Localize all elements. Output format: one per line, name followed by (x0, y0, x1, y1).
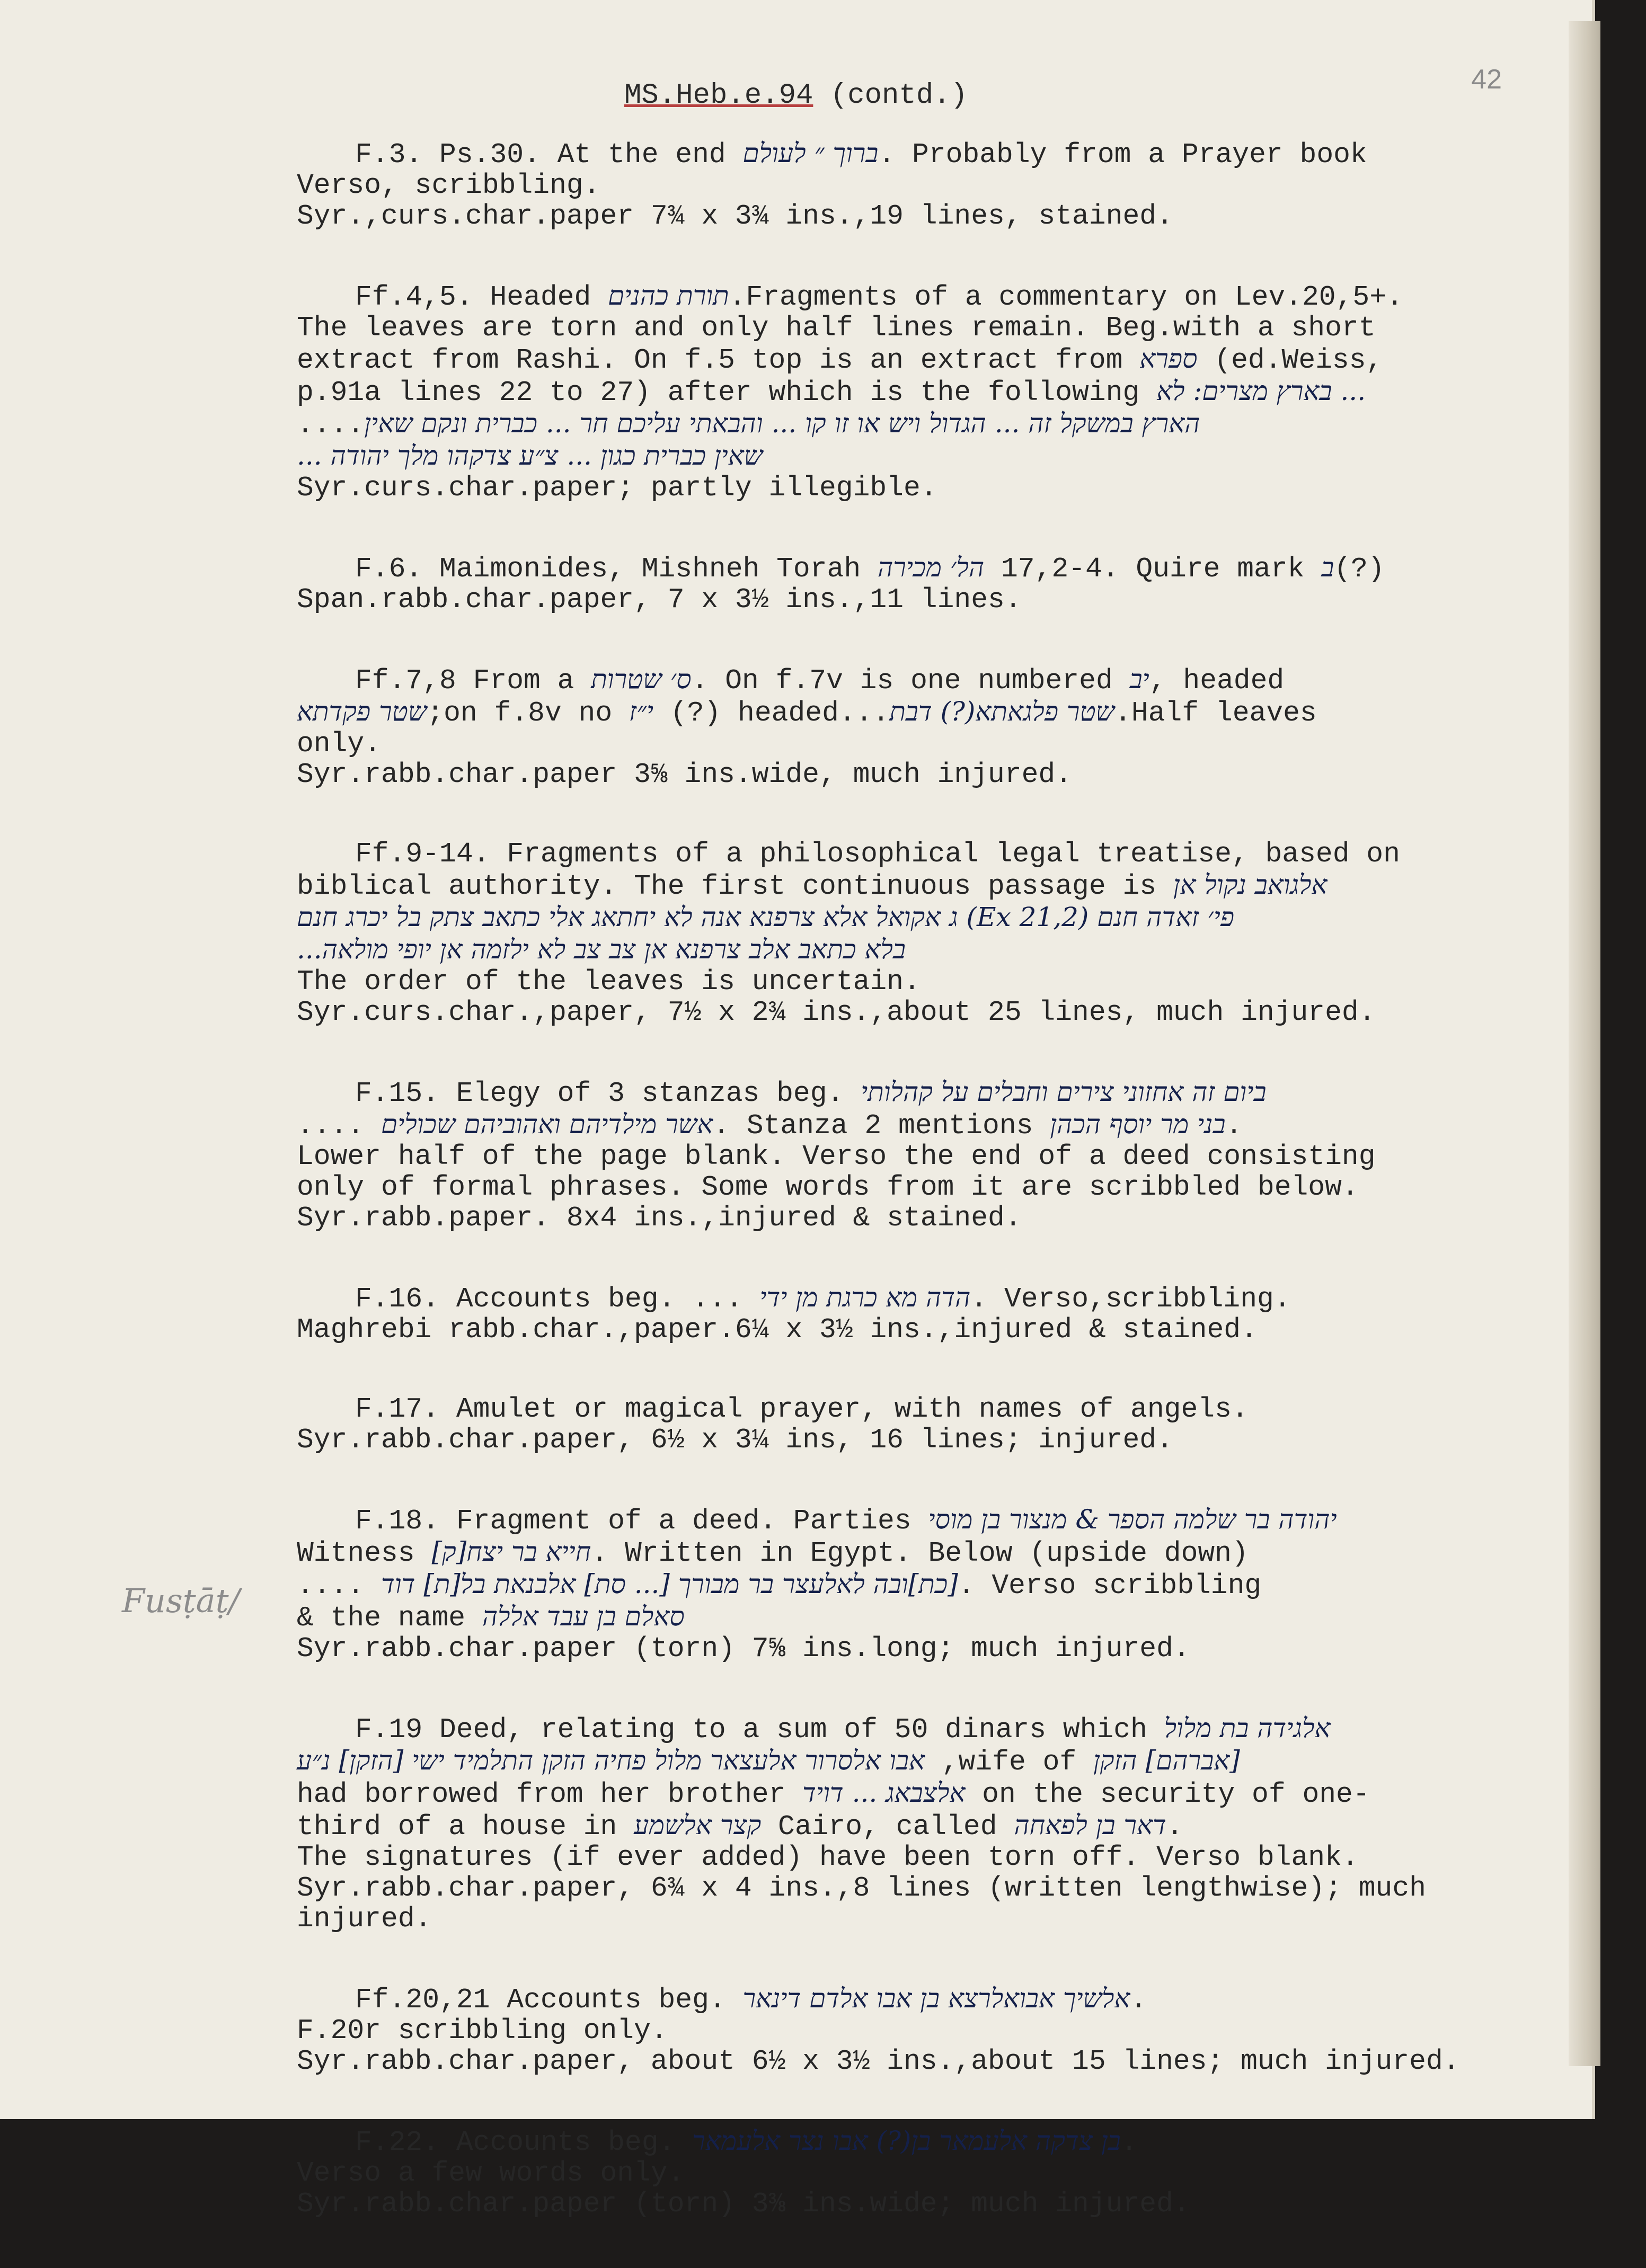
entry-line (297, 759, 1569, 790)
hebrew-handwritten-text: דאר בן לפאחה (1014, 1810, 1166, 1840)
entry-line (297, 343, 1569, 376)
typed-text: Syr.rabb.char.paper (torn) 7⅝ ins.long; much injured. (297, 1633, 1190, 1665)
entry-line (297, 1777, 1569, 1810)
hebrew-handwritten-text: שטר פקדתא (297, 696, 427, 727)
entry-line (297, 2046, 1569, 2077)
hebrew-handwritten-text: אבו אלסרור אלעצאר מלול פחיה הזקן התלמיד ישי [הזקן] נ״ע (297, 1745, 925, 1776)
typed-text: Syr.,curs.char.paper 7¾ x 3¾ ins.,19 lines, stained. (297, 200, 1173, 232)
typed-text: F.22. Accounts beg. (355, 2127, 693, 2158)
typed-text: . Probably from a Prayer book (878, 139, 1367, 171)
typed-text: ,wife of (924, 1746, 1093, 1778)
typed-text: Syr.rabb.char.paper, 6¾ x 4 ins.,8 lines (written lengthwise); much (297, 1872, 1426, 1904)
typed-text: F.3. Ps.30. At the end (355, 139, 743, 171)
typed-text: (?) (1334, 553, 1385, 585)
typed-text: Ff.4,5. Headed (355, 281, 608, 313)
typed-text: third of a house in (297, 1811, 634, 1843)
entry-line (297, 1077, 1569, 1109)
hebrew-handwritten-text: ב (1321, 552, 1334, 583)
entry-line (297, 997, 1569, 1028)
entry-line (297, 313, 1569, 343)
typed-text: .... (297, 1570, 382, 1602)
page-edge (1569, 21, 1600, 2066)
shelfmark: MS.Heb.e.94 (624, 79, 813, 112)
typed-text: . Verso,scribbling. (970, 1283, 1291, 1315)
typed-text: p.91a lines 22 to 27) after which is the following (297, 377, 1157, 408)
entry-line (297, 1536, 1569, 1569)
typed-text: Syr.curs.char.,paper, 7½ x 2¾ ins.,about 25 lines, much injured. (297, 997, 1376, 1028)
typed-text: injured. (297, 1903, 432, 1935)
entry-line (297, 1633, 1569, 1664)
typed-text: Ff.20,21 Accounts beg. (355, 1984, 743, 2016)
entry-line (297, 1203, 1569, 1233)
typed-text: The leaves are torn and only half lines remain. Beg.with a short (297, 312, 1376, 344)
hebrew-handwritten-text: ברוך ״ לעולם (742, 138, 879, 168)
typed-text: The signatures (if ever added) have been torn off. Verso blank. (297, 1842, 1359, 1873)
catalogue-entry (297, 1713, 1569, 1934)
page-title (0, 79, 1592, 112)
entry-line (297, 1810, 1569, 1842)
catalogue-entry (297, 2125, 1569, 2219)
typed-text: Witness (297, 1537, 432, 1569)
typed-text: . Written in Egypt. Below (upside down) (591, 1537, 1249, 1569)
hebrew-handwritten-text: אלגידה בת מלול (1164, 1713, 1331, 1744)
catalogue-entry (297, 1077, 1569, 1233)
typed-text: Ff.9-14. Fragments of a philosophical legal treatise, based on (355, 838, 1400, 870)
typed-text: Cairo, called (761, 1811, 1014, 1843)
typed-text: 17,2-4. Quire mark (984, 553, 1322, 585)
hebrew-handwritten-text: שאין כברית כגון ... צ״ע צדקהו מלך יהודה ... (297, 440, 763, 471)
hebrew-handwritten-text: יב (1129, 664, 1149, 695)
typed-text: F.19 Deed, relating to a sum of 50 dinars which (355, 1714, 1164, 1746)
entry-line (297, 473, 1569, 503)
entry-line (297, 1904, 1569, 1934)
entry-line (297, 728, 1569, 759)
entry-line (297, 584, 1569, 615)
hebrew-handwritten-text: תורת כהנים (608, 280, 729, 311)
entry-line (297, 1569, 1569, 1601)
hebrew-handwritten-text: אשר מילדיהם ואהוביהם שכולים (381, 1109, 713, 1140)
entry-line (297, 1282, 1569, 1314)
entry-line (297, 1983, 1569, 2015)
hebrew-handwritten-text: ... בארץ מצרים: לא (1156, 376, 1366, 406)
entry-line (297, 408, 1569, 440)
entry-line (297, 664, 1569, 696)
typed-text: . (1130, 1984, 1147, 2016)
typed-text: F.15. Elegy of 3 stanzas beg. (355, 1078, 861, 1109)
catalogue-entry (297, 664, 1569, 790)
margin-annotation: Fusṭāṭ/ (122, 1581, 240, 1620)
typed-text: Syr.curs.char.paper; partly illegible. (297, 472, 937, 504)
typed-text: The order of the leaves is uncertain. (297, 966, 921, 998)
typed-text: .Half leaves (1114, 697, 1317, 729)
entry-line (297, 280, 1569, 313)
entry-line (297, 1172, 1569, 1203)
hebrew-handwritten-text: ס׳ שטרות (591, 664, 692, 695)
entry-line (297, 1141, 1569, 1172)
folio-number: 42 (1471, 64, 1502, 95)
hebrew-handwritten-text: קצר אלשמע (634, 1810, 762, 1840)
typed-text: ;on f.8v no (427, 697, 629, 729)
entry-line (297, 1109, 1569, 1141)
typed-text: Maghrebi rabb.char.,paper.6¼ x 3½ ins.,injured & stained. (297, 1314, 1258, 1346)
typed-text: on the security of one- (965, 1778, 1370, 1810)
typed-text: Syr.rabb.char.paper 3⅝ ins.wide, much injured. (297, 759, 1073, 790)
typed-text: . (1120, 2127, 1138, 2158)
entry-line (297, 1394, 1569, 1425)
entry-line (297, 1745, 1569, 1777)
entry-line (297, 966, 1569, 997)
entry-line (297, 696, 1569, 728)
entry-line (297, 376, 1569, 408)
hebrew-handwritten-text: יהודה בר שלמה הספר & מנצור בן מוסי (928, 1504, 1337, 1535)
typed-text: .Fragments of a commentary on Lev.20,5+. (729, 281, 1403, 313)
typed-text: . On f.7v is one numbered (691, 665, 1130, 697)
typed-text: biblical authority. The first continuous passage is (297, 870, 1173, 902)
hebrew-handwritten-text: חייא בר יצח[ק] (431, 1536, 591, 1567)
entry-line (297, 1601, 1569, 1633)
hebrew-handwritten-text: סאלם בן עבד אללה (482, 1601, 685, 1632)
typed-text: Verso a few words only. (297, 2157, 685, 2189)
typed-text: Span.rabb.char.paper, 7 x 3½ ins.,11 lines. (297, 584, 1022, 616)
hebrew-handwritten-text: הארץ במשקל זה ... הגדול ויש או זו קו ... והבאתי עליכם חר ... כברית ונקם שאין (364, 408, 1200, 439)
typed-text: Syr.rabb.paper. 8x4 ins.,injured & stained. (297, 1202, 1022, 1234)
typed-text: F.16. Accounts beg. ... (355, 1283, 760, 1315)
hebrew-handwritten-text: פי׳ זאדה חנם (Ex 21,2) ג אקואל אלא צרפנא אנה לא יחתאג אלי כתאב צתק בל יכרג חנם (297, 902, 1235, 932)
hebrew-handwritten-text: ספרא (1139, 343, 1198, 374)
typed-text: Lower half of the page blank. Verso the end of a deed consisting (297, 1141, 1376, 1172)
catalogue-entry (297, 1983, 1569, 2077)
catalogue-entries (297, 138, 1569, 2268)
catalogue-entry (297, 280, 1569, 503)
typed-text: Ff.7,8 From a (355, 665, 591, 697)
typed-text: (ed.Weiss, (1197, 344, 1383, 376)
entry-line (297, 201, 1569, 232)
hebrew-handwritten-text: בלא כתאב אלב צרפנא אן צב צב לא ילזמה אן יופי מולאה... (297, 934, 906, 965)
typed-text: F.6. Maimonides, Mishneh Torah (355, 553, 878, 585)
typed-text: Verso, scribbling. (297, 170, 600, 201)
typed-text: (?) headed... (653, 697, 890, 729)
entry-line (297, 2158, 1569, 2189)
typed-text: , headed (1149, 665, 1285, 697)
entry-line (297, 934, 1569, 966)
entry-line (297, 1425, 1569, 1455)
hebrew-handwritten-text: הדה מא כרגת מן ידי (759, 1282, 971, 1313)
typed-text: Syr.rabb.char.paper, 6½ x 3¼ ins, 16 lines; injured. (297, 1424, 1173, 1456)
entry-line (297, 1873, 1569, 1904)
entry-line (297, 2189, 1569, 2219)
hebrew-handwritten-text: י״ז (629, 696, 654, 727)
typed-text: Syr.rabb.char.paper (torn) 3⅜ ins.wide; much injured. (297, 2188, 1190, 2220)
title-suffix: (contd.) (813, 79, 968, 112)
entry-line (297, 552, 1569, 584)
catalogue-entry (297, 138, 1569, 232)
entry-line (297, 2015, 1569, 2046)
typed-text: . Stanza 2 mentions (713, 1110, 1050, 1142)
hebrew-handwritten-text: אלצבאג ... דויד (802, 1777, 966, 1808)
typed-text: had borrowed from her brother (297, 1778, 803, 1810)
hebrew-handwritten-text: [כת]ובה לאלעצר בר מבורך [... סת] אלבנאת בל[ת] דוד (381, 1569, 958, 1599)
typed-text: .... (297, 1110, 382, 1142)
typed-text: only of formal phrases. Some words from it are scribbled below. (297, 1171, 1359, 1203)
entry-line (297, 170, 1569, 201)
entry-line (297, 1504, 1569, 1536)
entry-line (297, 2125, 1569, 2158)
entry-line (297, 1713, 1569, 1745)
hebrew-handwritten-text: ביום זה אחזוני צירים וחבלים על קהלותי (861, 1077, 1267, 1107)
catalogue-entry (297, 552, 1569, 615)
hebrew-handwritten-text: שטר פלגאתא(?) דבת (889, 696, 1115, 727)
typed-text: F.17. Amulet or magical prayer, with names of angels. (355, 1393, 1249, 1425)
catalogue-entry (297, 1504, 1569, 1664)
typed-text: . (1166, 1811, 1183, 1843)
entry-line (297, 1314, 1569, 1345)
typed-text: & the name (297, 1602, 482, 1634)
catalogue-entry (297, 1282, 1569, 1345)
typed-text: extract from Rashi. On f.5 top is an extract from (297, 344, 1140, 376)
catalogue-entry (297, 839, 1569, 1028)
entry-line (297, 869, 1569, 902)
typed-text: .... (297, 409, 365, 441)
typed-text: . Verso scribbling (958, 1570, 1262, 1602)
hebrew-handwritten-text: [אברהם] הזקן (1093, 1745, 1240, 1776)
entry-line (297, 902, 1569, 934)
typed-text: F.18. Fragment of a deed. Parties (355, 1505, 928, 1537)
entry-line (297, 138, 1569, 170)
typed-text: F.20r scribbling only. (297, 2015, 668, 2047)
entry-line (297, 1842, 1569, 1873)
entry-line (297, 440, 1569, 473)
typed-text: . (1225, 1110, 1243, 1142)
hebrew-handwritten-text: בן צדקה אלעמאר בן(?) אבו נצר אלעמאר (692, 2125, 1121, 2156)
entry-line (297, 839, 1569, 869)
hebrew-handwritten-text: אלשיך אבואלרצא בן אבו אלדם דינאר (742, 1983, 1130, 2014)
hebrew-handwritten-text: בני מר יוסף הכהן (1050, 1109, 1226, 1140)
typed-text: only. (297, 728, 382, 760)
typed-text: Syr.rabb.char.paper, about 6½ x 3½ ins.,about 15 lines; much injured. (297, 2045, 1460, 2077)
catalogue-entry (297, 1394, 1569, 1455)
hebrew-handwritten-text: אלגואב נקול אן (1173, 869, 1328, 900)
hebrew-handwritten-text: הל׳ מכירה (877, 552, 985, 583)
